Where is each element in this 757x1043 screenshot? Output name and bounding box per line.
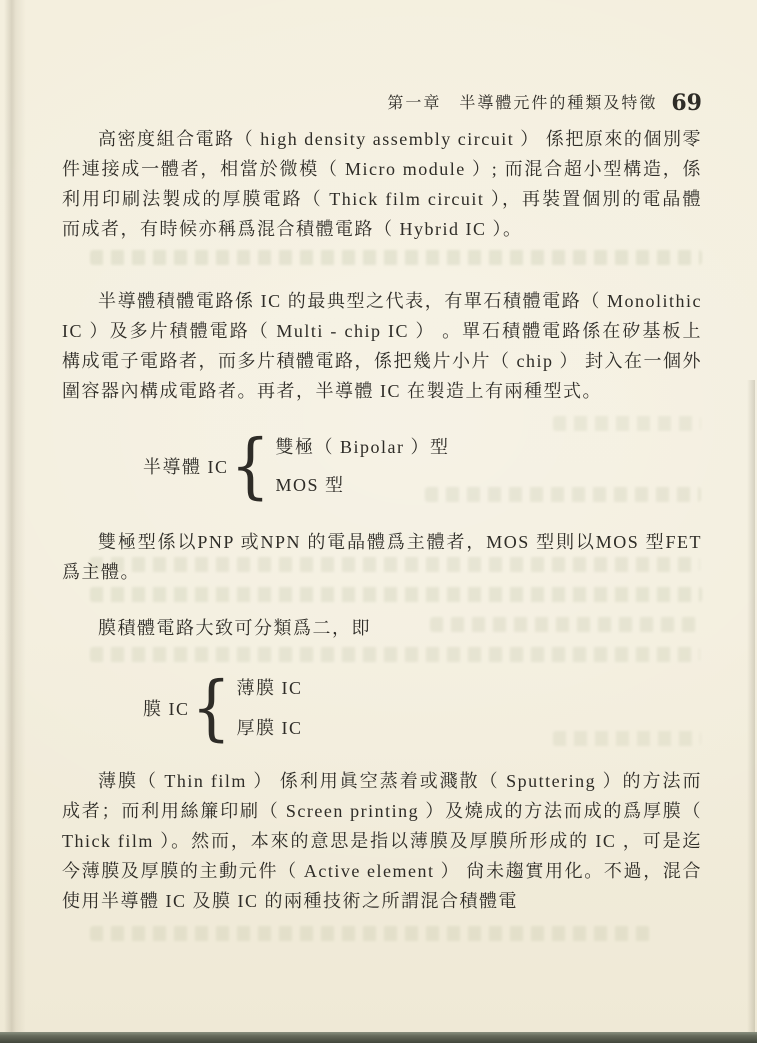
classification-semiconductor-ic (143, 423, 450, 508)
bleed-through-row (90, 926, 650, 941)
running-header (62, 90, 702, 116)
paragraph-thin-thick-film: 薄膜（ Thin film ） 係利用眞空蒸着或濺散（ Sputtering ）的方法而成者；而利用絲簾印刷（ Screen printing ）及燒成的方法而成的爲厚膜（ Thick film ）。然而，本來的意思是指以薄膜及厚膜所形成的 IC ，可是迄今薄膜及厚膜的主動元件（ Active element ） 尙未趨實用化。不過，混合使用半導體 IC 及膜 IC 的兩種技術之所謂混合積體電 (62, 771, 702, 911)
paragraph-film-ic-intro: 膜積體電路大致可分類爲二，即 (98, 618, 371, 638)
binding-crease (4, 0, 26, 1043)
classification-items (236, 668, 302, 748)
bleed-through-row (90, 587, 702, 602)
chapter-title: 半導體元件的種類及特徵 (459, 95, 658, 112)
paragraph-high-density: 高密度組合電路（ high density assembly circuit ） 係把原來的個別零件連接成一體者，相當於微模（ Micro module ）; 而混合超小型構造，係利用印刷法製成的厚膜電路（ Thick film circuit ），再裝置個別的電晶體而成者，有時候亦稱爲混合積體電路（ Hybrid IC ）。 (62, 129, 702, 239)
left-brace: { (230, 423, 272, 508)
classification-item-thick-film: 厚膜 IC (236, 718, 303, 738)
paragraph-semiconductor-ic: 半導體積體電路係 IC 的最典型之代表，有單石積體電路（ Monolithic IC ）及多片積體電路（ Multi - chip IC ） 。單石積體電路係在矽基板上構成電子電路者，而多片積體電路，係把幾片小片（ chip ） 封入在一個外圍容器內構成電路者。再者，半導體 IC 在製造上有兩種型式。 (62, 291, 702, 401)
chapter-label: 第一章 (387, 95, 442, 112)
paragraph-bipolar-mos: 雙極型係以PNP 或NPN 的電晶體爲主體者，MOS 型則以MOS 型FET 爲主體。 (62, 532, 702, 582)
classification-item-bipolar: 雙極（ Bipolar ）型 (275, 437, 450, 457)
bleed-through-row (553, 416, 701, 431)
classification-label: 膜 IC (143, 699, 190, 719)
page-right-edge (747, 380, 755, 1043)
page-number: 69 (671, 90, 702, 116)
classification-label: 半導體 IC (143, 457, 229, 477)
bleed-through-row (90, 250, 702, 265)
classification-items (275, 428, 449, 504)
classification-item-thin-film: 薄膜 IC (236, 678, 303, 698)
classification-item-mos: MOS 型 (275, 475, 345, 495)
page-bottom-edge (0, 1032, 757, 1043)
classification-film-ic (143, 665, 303, 750)
left-brace: { (191, 665, 233, 750)
bleed-through-row (90, 647, 700, 662)
bleed-through-row (425, 487, 701, 502)
bleed-through-row (553, 731, 701, 746)
